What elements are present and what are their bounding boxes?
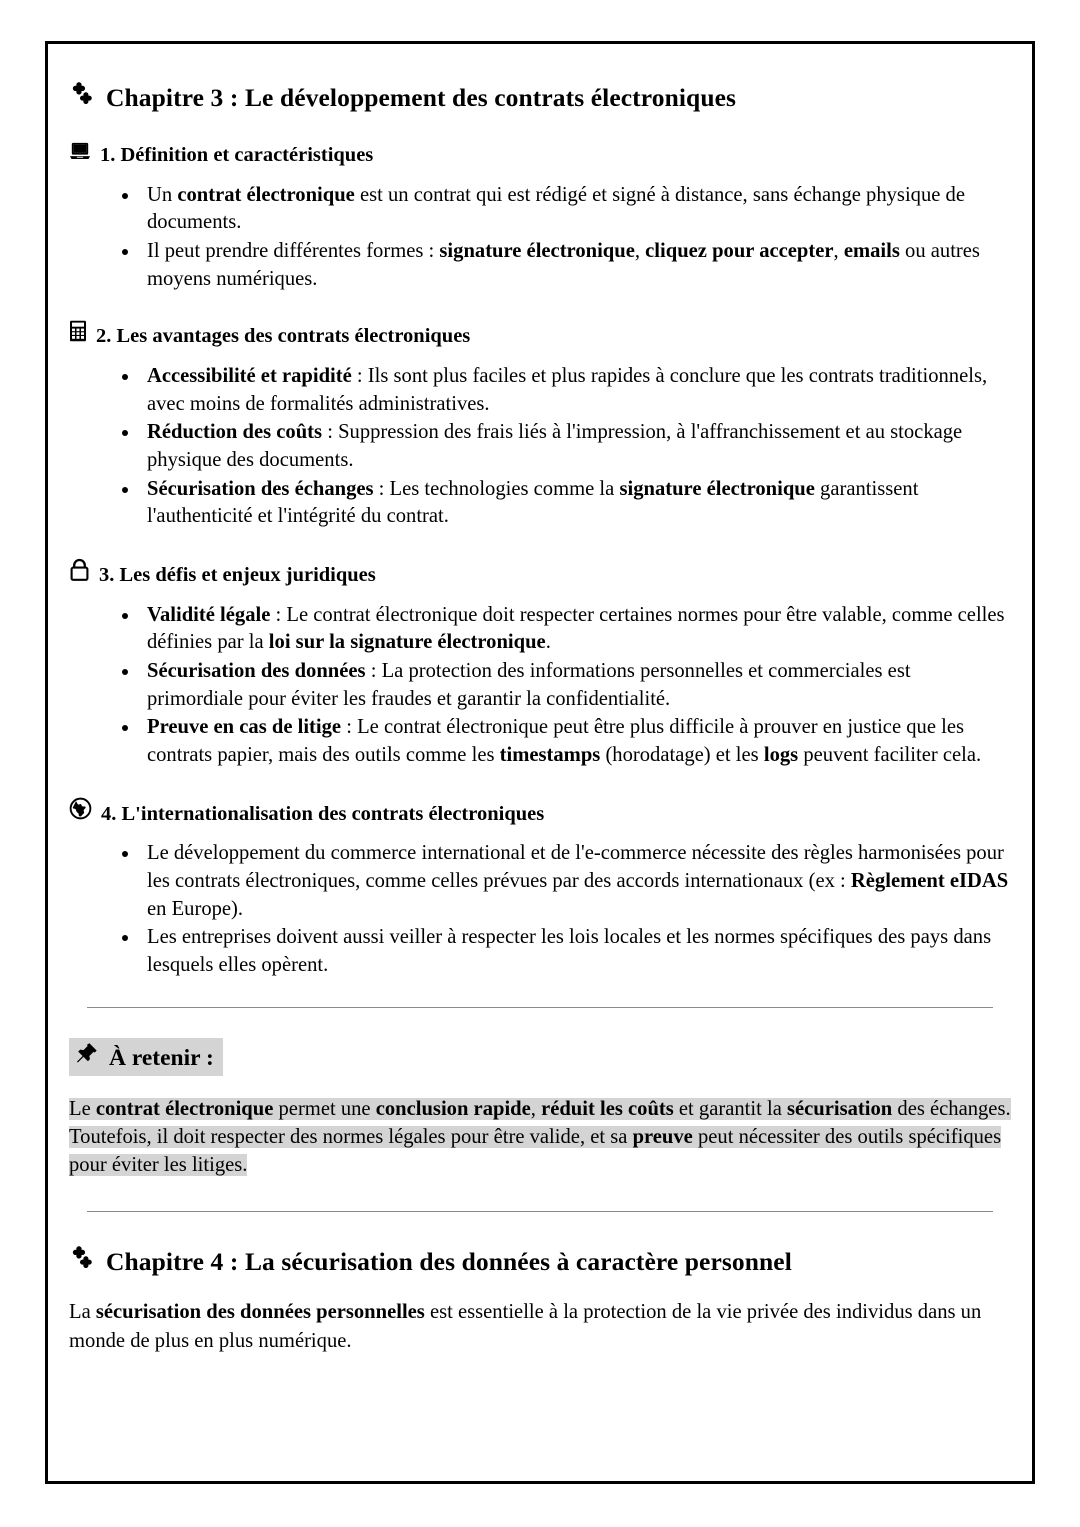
retain-callout	[69, 1008, 1011, 1180]
calculator-icon	[69, 320, 87, 342]
section-title-2: 2. Les avantages des contrats électroniques	[96, 325, 471, 348]
section-heading-3	[69, 558, 1011, 589]
list-item: Réduction des coûts : Suppression des frais liés à l'impression, à l'affranchissement et au stockage physique des documents.	[69, 419, 1011, 474]
section-bullets-2	[69, 363, 1011, 531]
chapter-3-title: Chapitre 3 : Le développement des contrats électroniques	[106, 83, 737, 112]
chapter-4-intro: La sécurisation des données personnelles est essentielle à la protection de la vie privée des individus dans un monde de plus en plus numérique.	[69, 1301, 982, 1352]
globe-icon	[69, 797, 92, 820]
list-item: Les entreprises doivent aussi veiller à respecter les lois locales et les normes spécifiques des pays dans lesquels elles opèrent.	[69, 924, 1011, 979]
document-body	[48, 44, 1032, 1355]
pushpin-icon	[75, 1041, 99, 1065]
chapter-4-title: Chapitre 4 : La sécurisation des données à caractère personnel	[106, 1247, 792, 1277]
list-item: Un contrat électronique est un contrat qui est rédigé et signé à distance, sans échange physique de documents.	[69, 182, 1011, 237]
list-item: Validité légale : Le contrat électronique doit respecter certaines normes pour être valable, comme celles définies par la loi sur la signature électronique.	[69, 602, 1011, 657]
lock-icon	[69, 558, 90, 581]
list-item: Le développement du commerce international et de l'e-commerce nécessite des règles harmonisées pour les contrats électroniques, comme celles prévues par des accords internationaux (ex : Règlement eIDAS en Europe).	[69, 840, 1011, 923]
section-heading-2	[69, 320, 1011, 350]
list-item: Accessibilité et rapidité : Ils sont plus faciles et plus rapides à conclure que les contrats traditionnels, avec moins de formalités administratives.	[69, 363, 1011, 418]
puzzle-piece-icon	[69, 1244, 95, 1270]
section-heading-4	[69, 797, 1011, 828]
list-item: Sécurisation des échanges : Les technologies comme la signature électronique garantissent l'authenticité et l'intégrité du contrat.	[69, 476, 1011, 531]
retain-heading-label: À retenir :	[109, 1044, 214, 1071]
section-bullets-3	[69, 602, 1011, 770]
retain-paragraph: Le contrat électronique permet une conclusion rapide, réduit les coûts et garantit la sécurisation des échanges. Toutefois, il doit respecter des normes légales pour être valide, et sa preuve peut nécessiter des outils spécifiques pour éviter les litiges.	[69, 1097, 1011, 1177]
document-page	[45, 41, 1035, 1484]
section-title-3: 3. Les défis et enjeux juridiques	[99, 564, 376, 586]
list-item: Sécurisation des données : La protection des informations personnelles et commerciales est primordiale pour éviter les fraudes et garantir la confidentialité.	[69, 658, 1011, 713]
list-item: Preuve en cas de litige : Le contrat électronique peut être plus difficile à prouver en justice que les contrats papier, mais des outils comme les timestamps (horodatage) et les logs peuvent faciliter cela.	[69, 714, 1011, 769]
chapter-3-heading	[69, 80, 1011, 114]
divider-bottom	[87, 1211, 993, 1212]
list-item: Il peut prendre différentes formes : signature électronique, cliquez pour accepter, emails ou autres moyens numériques.	[69, 238, 1011, 293]
retain-heading	[69, 1038, 223, 1076]
puzzle-piece-icon	[69, 80, 95, 106]
section-bullets-1	[69, 182, 1011, 294]
section-heading-1	[69, 141, 1011, 169]
section-title-1: 1. Définition et caractéristiques	[100, 143, 374, 166]
chapter-4-heading	[69, 1244, 1011, 1278]
section-title-4: 4. L'internationalisation des contrats électroniques	[101, 802, 545, 825]
laptop-icon	[69, 141, 91, 161]
section-bullets-4	[69, 840, 1011, 979]
